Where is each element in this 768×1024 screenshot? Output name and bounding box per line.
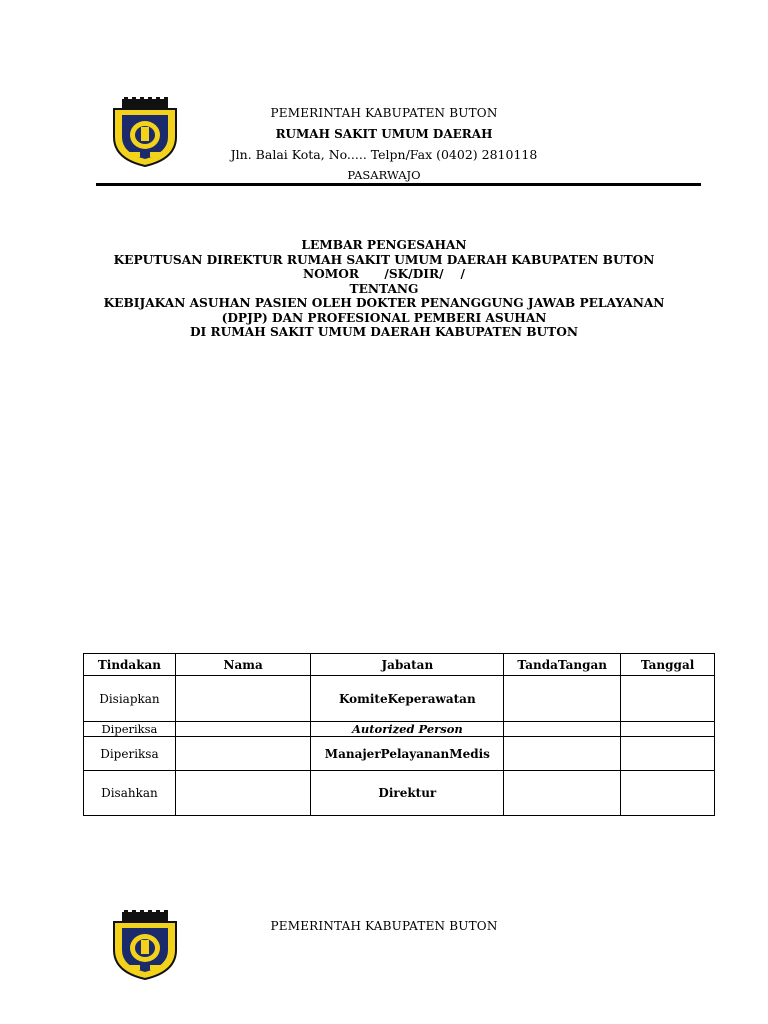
nama-cell (175, 676, 311, 722)
tanggal-cell (621, 722, 715, 737)
table-header-row (84, 654, 715, 676)
column-header: TandaTangan (504, 654, 621, 676)
tanggal-cell (621, 771, 715, 816)
title-line: KEBIJAKAN ASUHAN PASIEN OLEH DOKTER PENANGGUNG JAWAB PELAYANAN (103, 296, 665, 310)
nama-cell (175, 722, 311, 737)
table-row (84, 771, 715, 816)
kabupaten-buton-emblem-icon (110, 97, 180, 167)
tanggal-cell (621, 676, 715, 722)
column-header: Nama (175, 654, 311, 676)
next-page-letterhead-government: PEMERINTAH KABUPATEN BUTON (270, 919, 498, 933)
jabatan-cell: Direktur (311, 771, 504, 816)
tindakan-cell: Disahkan (84, 771, 176, 816)
title-line: TENTANG (349, 281, 419, 296)
tindakan-cell: Diperiksa (84, 737, 176, 771)
kabupaten-buton-emblem-icon (110, 910, 180, 980)
tindakan-cell: Disiapkan (84, 676, 176, 722)
approval-table (83, 653, 715, 816)
jabatan-cell: ManajerPelayananMedis (311, 737, 504, 771)
table-row (84, 722, 715, 737)
column-header: Tanggal (621, 654, 715, 676)
column-header: Jabatan (311, 654, 504, 676)
letterhead-divider (96, 183, 701, 186)
tanda-tangan-cell (504, 737, 621, 771)
document-title (84, 238, 684, 340)
letterhead-city: PASARWAJO (347, 168, 421, 182)
nama-cell (175, 737, 311, 771)
tanda-tangan-cell (504, 676, 621, 722)
tanda-tangan-cell (504, 771, 621, 816)
column-header: Tindakan (84, 654, 176, 676)
letterhead-government: PEMERINTAH KABUPATEN BUTON (270, 106, 498, 120)
title-line: DI RUMAH SAKIT UMUM DAERAH KABUPATEN BUTON (189, 325, 579, 339)
title-line: LEMBAR PENGESAHAN (301, 238, 467, 252)
nama-cell (175, 771, 311, 816)
table-row (84, 737, 715, 771)
title-line: (DPJP) DAN PROFESIONAL PEMBERI ASUHAN (221, 310, 547, 325)
title-line: NOMOR /SK/DIR/ / (302, 267, 466, 281)
jabatan-cell: Autorized Person (311, 722, 504, 737)
tanggal-cell (621, 737, 715, 771)
table-row (84, 676, 715, 722)
letterhead-hospital: RUMAH SAKIT UMUM DAERAH (275, 127, 493, 141)
jabatan-cell: KomiteKeperawatan (311, 676, 504, 722)
letterhead-address: Jln. Balai Kota, No..... Telpn/Fax (0402) 2810118 (230, 147, 538, 162)
tindakan-cell: Diperiksa (84, 722, 176, 737)
title-line: KEPUTUSAN DIREKTUR RUMAH SAKIT UMUM DAERAH KABUPATEN BUTON (113, 252, 655, 267)
tanda-tangan-cell (504, 722, 621, 737)
